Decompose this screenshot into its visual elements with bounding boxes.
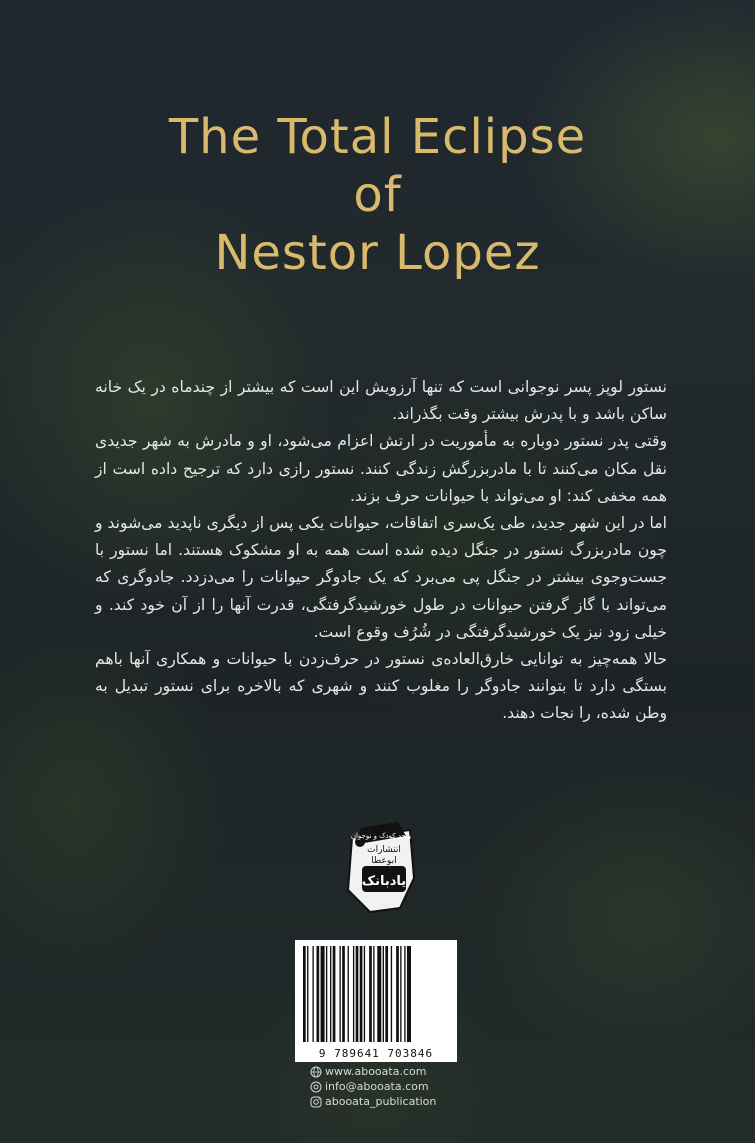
instagram-handle[interactable]: abooata_publication [325, 1095, 437, 1108]
barcode [295, 940, 457, 1062]
publisher-logo-icon [340, 820, 422, 918]
logo-line-1: انتشارات [367, 845, 401, 855]
isbn-digits: 9 789641 703846 [318, 1047, 434, 1060]
logo-tagline: واحد کودک و نوجوان [350, 832, 412, 840]
email-row [310, 1079, 490, 1094]
website-row [310, 1064, 490, 1079]
email-icon [310, 1081, 322, 1093]
globe-icon [310, 1066, 322, 1078]
website-link[interactable]: www.abooata.com [325, 1065, 427, 1078]
book-blurb [95, 374, 667, 728]
title-line-2: of [353, 167, 402, 223]
title-line-3: Nestor Lopez [214, 225, 541, 281]
blurb-paragraph-3: اما در این شهر جدید، طی یک‌سری اتفاقات، حیوانات یکی پس از دیگری ناپدید می‌شوند و چون مادربزرگ نستور در جنگل دیده شده است همه به او مشکوک هستند. اما نستور با جست‌وجوی بیشتر در جنگل پی می‌برد که یک جادوگر حیوانات را می‌دزدد. جادوگری که می‌تواند با گاز گرفتن حیوانات در طول خورشیدگرفتگی، قدرت آنها را از آن خود کند. و خیلی زود نیز یک خورشیدگرفتگی در شُرُف وقوع است. [95, 514, 667, 641]
blurb-paragraph-2: وقتی پدر نستور دوباره به مأموریت در ارتش اعزام می‌شود، او و مادرش به شهر جدیدی نقل مکان می‌کنند تا با مادربزرگش زندگی کنند. نستور رازی دارد که ترجیح داده است از همه مخفی کند: او می‌تواند با حیوانات حرف بزند. [95, 432, 667, 505]
blurb-paragraph-1: نستور لوپز پسر نوجوانی است که تنها آرزویش این است که بیشتر از چندماه در یک خانه ساکن باشد و با پدرش بیشتر وقت بگذراند. [95, 378, 667, 424]
logo-line-2: ابوعطا [371, 856, 397, 866]
title-line-1: The Total Eclipse [168, 109, 587, 165]
logo-name: یادبانک [361, 874, 407, 889]
blurb-paragraph-4: حالا همه‌چیز به توانایی خارق‌العاده‌ی نستور در حرف‌زدن با حیوانات و همکاری آنها باهم بستگی دارد تا بتوانند جادوگر را مغلوب کنند و شهری که بالاخره برای نستور تبدیل به وطن شده، را نجات دهند. [95, 650, 667, 723]
barcode-icon [303, 946, 449, 1042]
publisher-contact [310, 1064, 490, 1109]
email-link[interactable]: info@abooata.com [325, 1080, 429, 1093]
book-title [0, 108, 755, 282]
instagram-row [310, 1094, 490, 1109]
instagram-icon [310, 1096, 322, 1108]
